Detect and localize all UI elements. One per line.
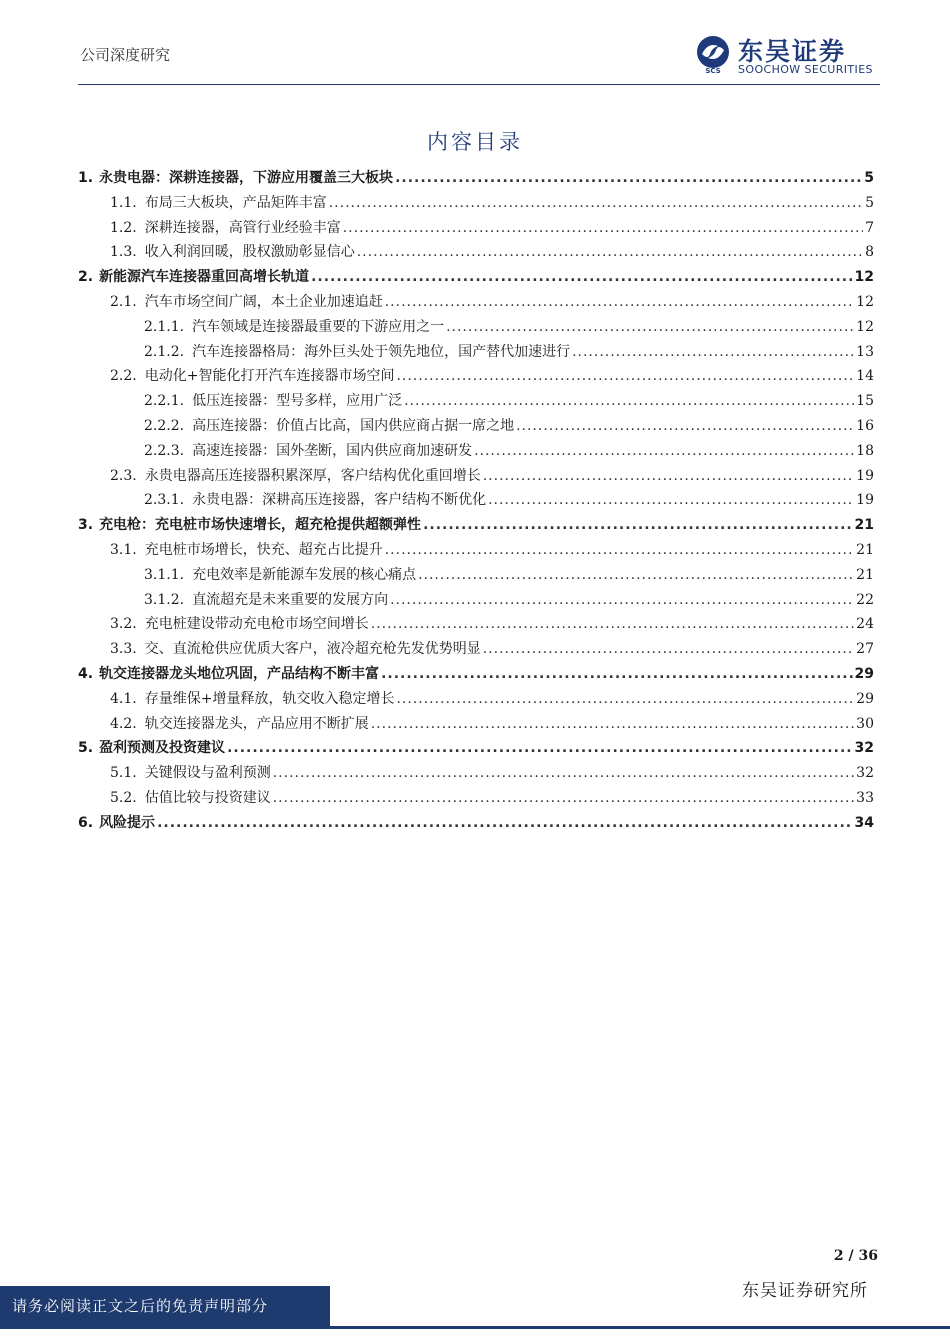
toc-entry-number: 3. xyxy=(78,517,94,534)
soochow-logo-icon xyxy=(694,34,732,74)
toc-entry-page: 15 xyxy=(856,393,874,410)
toc-entry-number: 3.1.2. xyxy=(144,591,185,608)
toc-entry-title: 轨交连接器龙头，产品应用不断扩展 xyxy=(144,715,369,732)
toc-entry[interactable] xyxy=(78,613,874,638)
toc-dot-leader xyxy=(227,740,852,756)
toc-entry-title: 关键假设与盈利预测 xyxy=(144,765,271,782)
toc-entry-title: 布局三大板块，产品矩阵丰富 xyxy=(144,194,327,211)
toc-entry-page: 27 xyxy=(856,641,874,658)
toc-entry-page: 30 xyxy=(856,715,874,732)
toc-dot-leader xyxy=(446,319,854,335)
company-logo xyxy=(694,32,884,78)
toc-entry[interactable] xyxy=(78,316,874,341)
toc-entry-page: 29 xyxy=(856,690,874,707)
logo-english-name: SOOCHOW SECURITIES xyxy=(738,63,873,76)
toc-entry[interactable] xyxy=(78,390,874,415)
toc-entry[interactable] xyxy=(78,266,874,291)
toc-dot-leader xyxy=(357,244,863,260)
toc-entry-title: 汽车市场空间广阔，本土企业加速追赶 xyxy=(144,293,383,310)
toc-entry-page: 14 xyxy=(856,368,874,385)
toc-entry-title: 低压连接器：型号多样，应用广泛 xyxy=(192,393,403,410)
footer-disclaimer-bar xyxy=(0,1286,330,1326)
toc-entry-number: 5.1. xyxy=(110,765,137,782)
toc-entry-number: 4.2. xyxy=(110,715,137,732)
toc-entry-number: 2.2.3. xyxy=(144,442,185,459)
toc-entry-title: 汽车领域是连接器最重要的下游应用之一 xyxy=(192,318,445,335)
toc-entry-title: 风险提示 xyxy=(99,814,156,831)
toc-entry[interactable] xyxy=(78,762,874,787)
toc-dot-leader xyxy=(273,790,854,806)
toc-entry-page: 34 xyxy=(854,814,874,831)
toc-entry-title: 存量维保+增量释放，轨交收入稳定增长 xyxy=(144,690,395,707)
toc-entry-page: 7 xyxy=(865,219,874,236)
toc-entry-page: 19 xyxy=(856,492,874,509)
toc-entry-page: 13 xyxy=(856,343,874,360)
toc-entry-title: 充电效率是新能源车发展的核心痛点 xyxy=(192,566,417,583)
toc-entry-number: 5.2. xyxy=(110,789,137,806)
toc-entry-title: 新能源汽车连接器重回高增长轨道 xyxy=(99,269,310,286)
toc-entry[interactable] xyxy=(78,365,874,390)
toc-entry-number: 2. xyxy=(78,269,94,286)
toc-entry-title: 估值比较与投资建议 xyxy=(144,789,271,806)
toc-entry-number: 6. xyxy=(78,814,94,831)
toc-dot-leader xyxy=(311,269,852,285)
toc-dot-leader xyxy=(396,368,854,384)
disclaimer-text: 请务必阅读正文之后的免责声明部分 xyxy=(12,1297,269,1315)
toc-entry-number: 2.1.1. xyxy=(144,318,185,335)
toc-dot-leader xyxy=(483,468,854,484)
toc-entry-page: 33 xyxy=(856,789,874,806)
toc-entry[interactable] xyxy=(78,341,874,366)
toc-entry-title: 永贵电器：深耕连接器，下游应用覆盖三大板块 xyxy=(99,170,394,186)
toc-entry-title: 直流超充是未来重要的发展方向 xyxy=(192,591,389,608)
toc-entry-title: 轨交连接器龙头地位巩固，产品结构不断丰富 xyxy=(99,665,380,682)
toc-entry-number: 3.3. xyxy=(110,641,137,658)
toc-entry-title: 交、直流枪供应优质大客户，液冷超充枪先发优势明显 xyxy=(144,641,481,658)
toc-entry-page: 12 xyxy=(854,269,874,286)
toc-entry-title: 电动化+智能化打开汽车连接器市场空间 xyxy=(144,368,395,385)
footer-divider xyxy=(0,1326,950,1329)
toc-dot-leader xyxy=(474,443,854,459)
toc-entry[interactable] xyxy=(78,787,874,812)
toc-entry-title: 充电桩建设带动充电枪市场空间增长 xyxy=(144,616,369,633)
toc-entry[interactable] xyxy=(78,514,874,539)
table-of-contents xyxy=(78,167,874,837)
toc-entry-page: 5 xyxy=(864,170,874,186)
toc-entry-page: 21 xyxy=(856,566,874,583)
toc-entry-page: 8 xyxy=(865,244,874,261)
toc-entry-number: 1.1. xyxy=(110,194,137,211)
toc-entry-number: 2.1. xyxy=(110,293,137,310)
toc-dot-leader xyxy=(343,220,863,236)
toc-entry-page: 32 xyxy=(854,740,874,757)
toc-dot-leader xyxy=(418,567,854,583)
toc-entry-page: 29 xyxy=(854,665,874,682)
toc-entry[interactable] xyxy=(78,539,874,564)
toc-entry-page: 12 xyxy=(856,318,874,335)
toc-entry[interactable] xyxy=(78,713,874,738)
logo-mark-text: SCS xyxy=(705,67,721,74)
toc-entry-number: 3.2. xyxy=(110,616,137,633)
toc-entry[interactable] xyxy=(78,564,874,589)
toc-dot-leader xyxy=(395,170,862,186)
toc-entry-number: 2.2. xyxy=(110,368,137,385)
toc-entry-number: 1.2. xyxy=(110,219,137,236)
toc-dot-leader xyxy=(516,418,854,434)
toc-dot-leader xyxy=(488,492,854,508)
toc-entry-title: 汽车连接器格局：海外巨头处于领先地位，国产替代加速进行 xyxy=(192,343,571,360)
toc-entry-title: 深耕连接器，高管行业经验丰富 xyxy=(144,219,341,236)
toc-entry[interactable] xyxy=(78,489,874,514)
toc-entry-title: 收入利润回暖，股权激励彰显信心 xyxy=(144,244,355,261)
toc-entry-title: 充电枪：充电桩市场快速增长，超充枪提供超额弹性 xyxy=(99,517,422,534)
toc-entry[interactable] xyxy=(78,291,874,316)
toc-entry[interactable] xyxy=(78,167,874,192)
toc-entry-number: 4. xyxy=(78,665,94,682)
toc-dot-leader xyxy=(273,765,854,781)
toc-entry[interactable] xyxy=(78,217,874,242)
toc-dot-leader xyxy=(423,517,852,533)
toc-entry-page: 12 xyxy=(856,293,874,310)
toc-entry[interactable] xyxy=(78,688,874,713)
toc-dot-leader xyxy=(381,666,852,682)
logo-chinese-name: 东吴证券 xyxy=(738,37,847,66)
toc-entry[interactable] xyxy=(78,663,874,688)
toc-entry-number: 2.1.2. xyxy=(144,343,185,360)
toc-entry-number: 3.1.1. xyxy=(144,566,185,583)
toc-entry-page: 22 xyxy=(856,591,874,608)
toc-entry[interactable] xyxy=(78,812,874,837)
toc-entry-number: 3.1. xyxy=(110,541,137,558)
toc-entry[interactable] xyxy=(78,737,874,762)
toc-entry-page: 24 xyxy=(856,616,874,633)
toc-entry[interactable] xyxy=(78,192,874,217)
toc-entry[interactable] xyxy=(78,241,874,266)
toc-entry-number: 2.2.2. xyxy=(144,417,185,434)
toc-entry-number: 5. xyxy=(78,740,94,757)
toc-dot-leader xyxy=(396,691,854,707)
toc-dot-leader xyxy=(385,542,854,558)
toc-entry[interactable] xyxy=(78,638,874,663)
report-type-label: 公司深度研究 xyxy=(80,46,171,64)
toc-entry-page: 32 xyxy=(856,765,874,782)
toc-entry-page: 16 xyxy=(856,417,874,434)
toc-entry-number: 4.1. xyxy=(110,690,137,707)
toc-dot-leader xyxy=(390,592,854,608)
toc-dot-leader xyxy=(385,294,854,310)
toc-entry-number: 2.3. xyxy=(110,467,137,484)
toc-entry-page: 18 xyxy=(856,442,874,459)
toc-dot-leader xyxy=(371,716,854,732)
toc-dot-leader xyxy=(371,616,854,632)
header-divider xyxy=(78,84,880,85)
toc-entry-number: 1. xyxy=(78,170,94,186)
toc-entry-number: 2.2.1. xyxy=(144,393,185,410)
page-number: 2 / 36 xyxy=(833,1248,878,1264)
toc-entry-page: 5 xyxy=(865,194,874,211)
toc-entry[interactable] xyxy=(78,440,874,465)
toc-dot-leader xyxy=(157,815,852,831)
toc-entry-title: 盈利预测及投资建议 xyxy=(99,740,226,757)
toc-entry-page: 19 xyxy=(856,467,874,484)
toc-entry-title: 高速连接器：国外垄断，国内供应商加速研发 xyxy=(192,442,473,459)
toc-dot-leader xyxy=(483,641,854,657)
toc-entry-number: 1.3. xyxy=(110,244,137,261)
toc-entry[interactable] xyxy=(78,465,874,490)
toc-entry-number: 2.3.1. xyxy=(144,492,185,509)
toc-entry-title: 永贵电器：深耕高压连接器，客户结构不断优化 xyxy=(192,492,487,509)
toc-entry-title: 充电桩市场增长，快充、超充占比提升 xyxy=(144,541,383,558)
toc-dot-leader xyxy=(404,393,854,409)
toc-entry-title: 永贵电器高压连接器积累深厚，客户结构优化重回增长 xyxy=(144,467,481,484)
toc-entry-page: 21 xyxy=(854,517,874,534)
toc-title: 内容目录 xyxy=(427,130,523,154)
toc-entry-page: 21 xyxy=(856,541,874,558)
toc-dot-leader xyxy=(329,195,863,211)
footer-organization: 东吴证券研究所 xyxy=(742,1281,868,1301)
toc-entry[interactable] xyxy=(78,589,874,614)
toc-entry-title: 高压连接器：价值占比高，国内供应商占据一席之地 xyxy=(192,417,515,434)
toc-dot-leader xyxy=(572,344,854,360)
toc-entry[interactable] xyxy=(78,415,874,440)
